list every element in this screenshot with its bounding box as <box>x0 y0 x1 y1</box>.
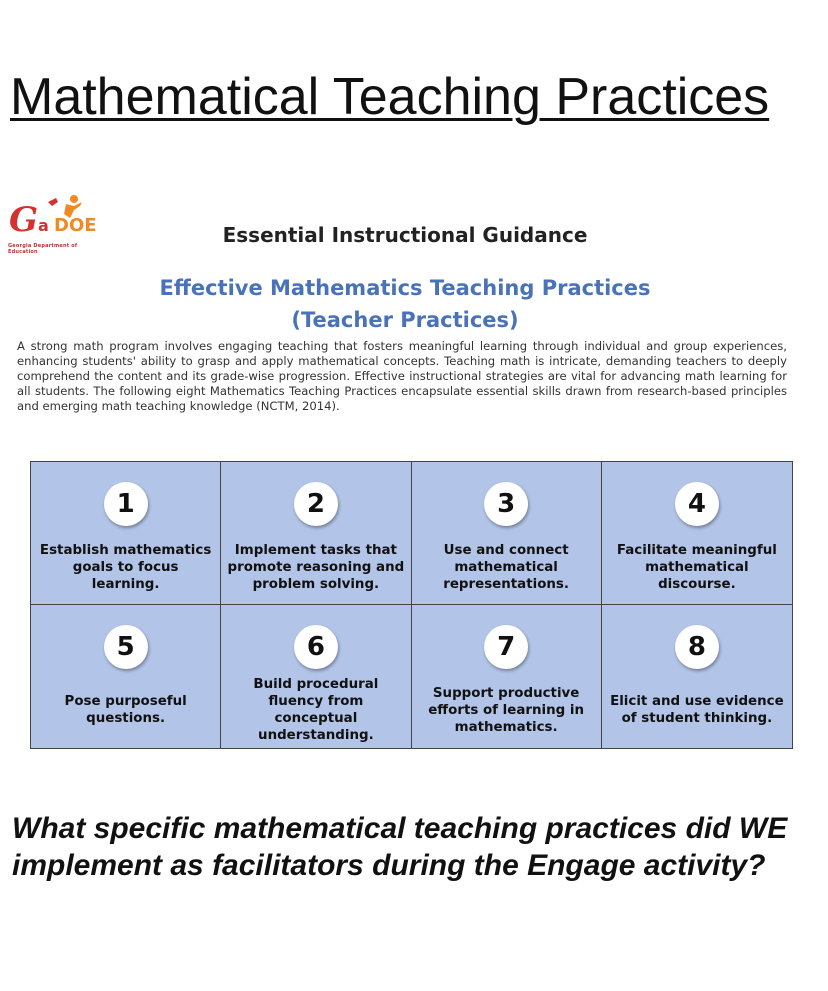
practice-text: Implement tasks that promote reasoning and problem solving. <box>227 542 405 592</box>
practice-number-badge: 3 <box>484 482 528 526</box>
practice-text: Facilitate meaningful mathematical discourse. <box>616 542 777 592</box>
practice-cell <box>412 605 602 748</box>
practice-cell <box>602 462 792 605</box>
practice-number-badge: 1 <box>104 482 148 526</box>
practice-cell <box>221 605 411 748</box>
practice-text: Pose purposeful questions. <box>64 694 187 726</box>
practice-cell <box>31 462 221 605</box>
page-title: Mathematical Teaching Practices <box>10 68 770 126</box>
practice-cell <box>221 462 411 605</box>
logo-letter-a: a <box>38 216 49 235</box>
practice-cell <box>31 605 221 748</box>
practice-cell <box>602 605 792 748</box>
practice-cell <box>412 462 602 605</box>
document-title-line-2: (Teacher Practices) <box>291 308 519 332</box>
practice-number-badge: 8 <box>675 625 719 669</box>
discussion-question: What specific mathematical teaching practices did WE implement as facilitators during the Engage activity? <box>12 812 788 882</box>
practice-number-badge: 7 <box>484 625 528 669</box>
practice-text: Use and connect mathematical representations. <box>443 542 569 592</box>
practice-number-badge: 4 <box>675 482 719 526</box>
practices-grid <box>30 461 793 749</box>
practice-text: Build procedural fluency from conceptual understanding. <box>253 677 379 743</box>
document-header: Essential Instructional Guidance <box>222 223 588 247</box>
logo-subtitle: Georgia Department of Education <box>8 243 78 255</box>
practice-number-badge: 2 <box>294 482 338 526</box>
logo-letters-doe: DOE <box>54 215 97 236</box>
practice-text: Support productive efforts of learning in mathematics. <box>428 685 585 735</box>
logo-letter-g: G <box>9 200 39 240</box>
document-title-line-1: Effective Mathematics Teaching Practices <box>159 276 651 300</box>
practice-text: Elicit and use evidence of student thinking. <box>610 694 784 726</box>
logo-figure-arm <box>48 198 58 206</box>
document-title <box>0 272 810 336</box>
logo-figure-head <box>70 195 78 203</box>
intro-paragraph: A strong math program involves engaging teaching that fosters meaningful learning through individual and group experiences, enhancing students' ability to grasp and apply mathematical concepts. Teaching math is intricate, demanding teachers to deeply comprehend the content and its grade-wise progression. Effective instructional strategies are vital for advancing math learning for all students. The following eight Mathematics Teaching Practices encapsulate essential skills drawn from research-based principles and emerging math teaching knowledge (NCTM, 2014). <box>17 339 787 413</box>
practice-number-badge: 5 <box>104 625 148 669</box>
practice-number-badge: 6 <box>294 625 338 669</box>
practice-text: Establish mathematics goals to focus learning. <box>39 542 212 592</box>
